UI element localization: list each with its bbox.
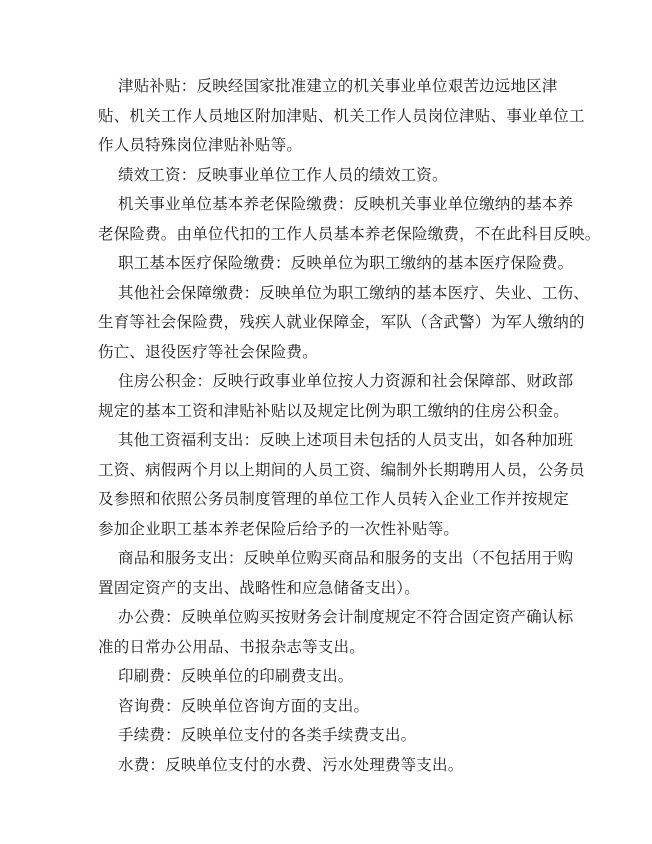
text-line: 老保险费。由单位代扣的工作人员基本养老保险缴费，不在此科目反映。 — [98, 224, 601, 243]
text-line: 绩效工资：反映事业单位工作人员的绩效工资。 — [118, 165, 448, 184]
text-line: 办公费：反映单位购买按财务会计制度规定不符合固定资产确认标 — [118, 608, 574, 626]
text-line: 住房公积金：反映行政事业单位按人力资源和社会保障部、财政部 — [118, 372, 574, 390]
text-line: 准的日常办公用品、书报杂志等支出。 — [98, 637, 365, 656]
text-line: 其他工资福利支出：反映上述项目未包括的人员支出，如各种加班 — [118, 431, 574, 449]
text-line: 伤亡、退役医疗等社会保险费。 — [98, 342, 318, 361]
text-line: 工资、病假两个月以上期间的人员工资、编制外长期聘用人员，公务员 — [98, 460, 585, 479]
text-line: 参加企业职工基本养老保险后给予的一次性补贴等。 — [98, 519, 460, 538]
text-line: 手续费：反映单位支付的各类手续费支出。 — [118, 726, 417, 744]
text-line: 贴、机关工作人员地区附加津贴、机关工作人员岗位津贴、事业单位工 — [98, 106, 585, 125]
text-line: 生育等社会保险费，残疾人就业保障金，军队（含武警）为军人缴纳的 — [98, 313, 585, 331]
text-line: 作人员特殊岗位津贴补贴等。 — [98, 136, 303, 154]
text-line: 商品和服务支出：反映单位购买商品和服务的支出（不包括用于购 — [118, 549, 574, 567]
text-line: 水费：反映单位支付的水费、污水处理费等支出。 — [118, 755, 464, 774]
text-line: 其他社会保障缴费：反映单位为职工缴纳的基本医疗、失业、工伤、 — [118, 283, 590, 302]
text-line: 咨询费：反映单位咨询方面的支出。 — [118, 696, 370, 715]
text-line: 印刷费：反映单位的印刷费支出。 — [118, 667, 354, 685]
text-line: 机关事业单位基本养老保险缴费：反映机关事业单位缴纳的基本养 — [118, 195, 574, 213]
document-page — [98, 72, 601, 780]
text-line: 规定的基本工资和津贴补贴以及规定比例为职工缴纳的住房公积金。 — [98, 401, 570, 420]
text-line: 津贴补贴：反映经国家批准建立的机关事业单位艰苦边远地区津 — [118, 77, 558, 95]
text-line: 及参照和依照公务员制度管理的单位工作人员转入企业工作并按规定 — [98, 490, 570, 508]
text-line: 职工基本医疗保险缴费：反映单位为职工缴纳的基本医疗保险费。 — [118, 254, 574, 272]
text-line: 置固定资产的支出、战略性和应急储备支出）。 — [98, 578, 420, 597]
